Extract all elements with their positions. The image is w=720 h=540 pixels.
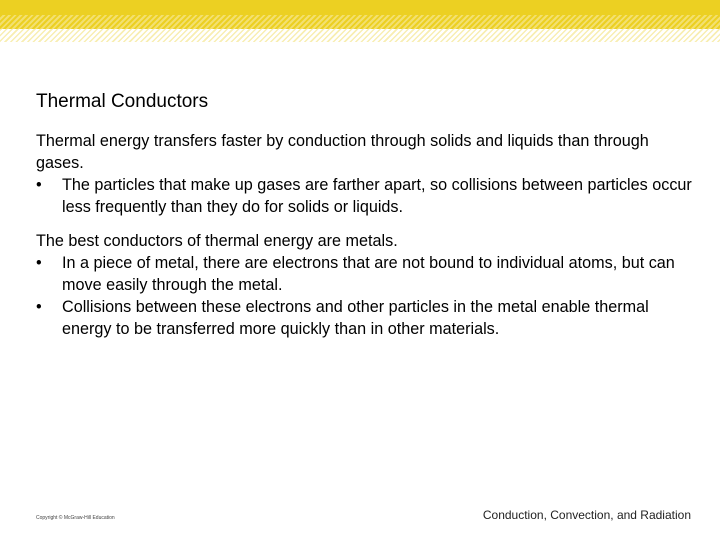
bullet-text: In a piece of metal, there are electrons that are not bound to individual atoms, but can move easily through the metal. [62,254,675,294]
bullet-icon: • [36,298,42,316]
footer-title: Conduction, Convection, and Radiation [482,508,691,522]
header-hatch-fade [0,29,720,42]
slide-content [36,130,696,340]
header-hatch [0,15,720,29]
header-banner [0,0,720,15]
bullet-item [36,296,696,340]
paragraph: The best conductors of thermal energy are metals. [36,232,398,250]
bullet-icon: • [36,176,42,194]
bullet-text: The particles that make up gases are farther apart, so collisions between particles occur less frequently than they do for solids or liquids. [62,176,692,216]
bullet-icon: • [36,254,42,272]
bullet-text: Collisions between these electrons and other particles in the metal enable thermal energy to be transferred more quickly than in other materials. [62,298,649,338]
slide-title: Thermal Conductors [36,91,209,112]
bullet-item [36,174,696,218]
bullet-item [36,252,696,296]
paragraph: Thermal energy transfers faster by conduction through solids and liquids than through gases. [36,132,649,172]
copyright-notice: Copyright © McGraw-Hill Education [36,515,115,521]
